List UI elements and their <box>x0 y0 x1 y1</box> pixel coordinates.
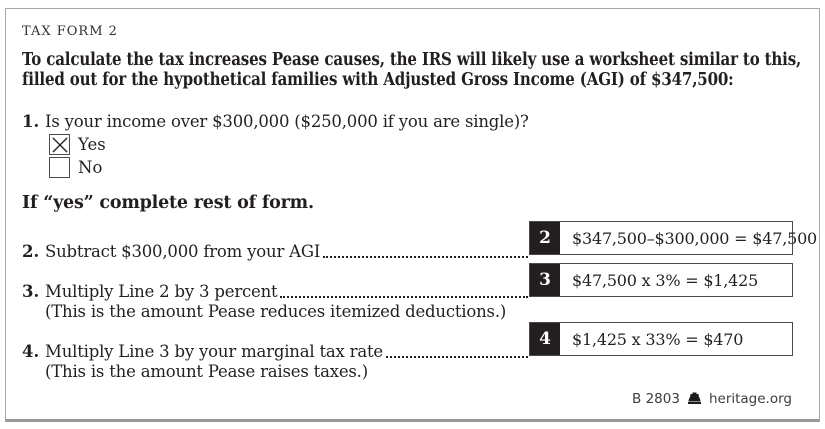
worksheet-line-2 <box>22 241 528 262</box>
checkbox-checked-icon[interactable] <box>49 134 70 155</box>
result-box-2-equation: $347,500–$300,000 = $47,500 <box>572 228 818 248</box>
dot-leader <box>386 356 528 358</box>
line-3-text: Multiply Line 2 by 3 percent <box>45 282 278 301</box>
footer <box>632 391 792 407</box>
result-box-4-equation: $1,425 x 33% = $470 <box>572 329 744 349</box>
worksheet-line-4 <box>22 341 528 382</box>
result-box-3 <box>529 263 793 297</box>
question-text: Is your income over $300,000 ($250,000 if you are single)? <box>45 112 529 131</box>
result-box-4 <box>529 322 793 356</box>
form-heading <box>22 50 825 90</box>
result-box-4-number: 4 <box>530 323 560 355</box>
result-box-3-equation: $47,500 x 3% = $1,425 <box>572 270 759 290</box>
option-no-label: No <box>78 158 103 177</box>
line-2-number: 2. <box>22 242 40 261</box>
doc-id: B 2803 <box>632 391 680 407</box>
line-3-note: (This is the amount Pease reduces itemized deductions.) <box>45 302 507 321</box>
line-2-row <box>22 241 528 262</box>
instruction-text: If “yes” complete rest of form. <box>22 193 314 213</box>
option-no[interactable] <box>49 157 102 178</box>
dot-leader <box>280 296 528 298</box>
line-3-row <box>22 281 528 302</box>
line-4-note: (This is the amount Pease raises taxes.) <box>45 362 368 381</box>
worksheet-line-3 <box>22 281 528 322</box>
line-2-text: Subtract $300,000 from your AGI <box>45 242 321 261</box>
heading-line-2: filled out for the hypothetical families with Adjusted Gross Income (AGI) of $347,500: <box>22 70 734 90</box>
line-4-text: Multiply Line 3 by your marginal tax rate <box>45 342 384 361</box>
option-yes[interactable] <box>49 134 106 155</box>
option-yes-label: Yes <box>78 135 106 154</box>
line-4-row <box>22 341 528 362</box>
question-number: 1. <box>22 112 40 131</box>
dot-leader <box>323 256 528 258</box>
result-box-2 <box>529 221 818 255</box>
result-box-2-number: 2 <box>530 222 560 254</box>
question-1 <box>22 112 529 131</box>
liberty-bell-icon <box>687 392 702 406</box>
line-3-number: 3. <box>22 282 40 301</box>
result-box-3-number: 3 <box>530 264 560 296</box>
heading-line-1: To calculate the tax increases Pease causes, the IRS will likely use a worksheet similar to this, <box>22 50 802 70</box>
checkbox-unchecked-icon[interactable] <box>49 157 70 178</box>
form-kicker: TAX FORM 2 <box>22 24 118 39</box>
site-link[interactable]: heritage.org <box>708 391 792 407</box>
line-4-number: 4. <box>22 342 40 361</box>
